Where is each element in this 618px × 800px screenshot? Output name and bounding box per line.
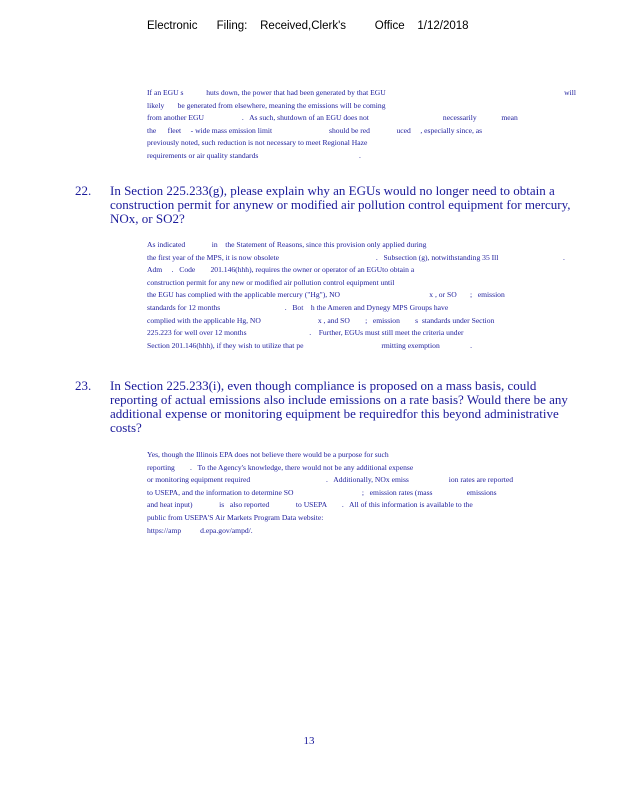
intro-paragraph [147,87,576,163]
text-line: the fleet - wide mass emission limit should be red uced , especially since, as [147,125,483,135]
filing-stamp-header: Electronic Filing: Received,Clerk's Office 1/12/2018 [147,20,469,32]
text-line: Adm . Code 201.146(hhh), requires the owner or operator of an EGUto obtain a [147,265,415,275]
question-number: 23. [75,378,92,393]
text-line: from another EGU . As such, shutdown of an EGU does not necessarily mean [147,113,518,123]
text-line: additional expense or monitoring equipment be requiredfor this beyond administrative [110,406,559,421]
text-line: 225.223 for well over 12 months . Further, EGUs must still meet the criteria under [147,328,464,338]
text-line: NOx, or SO2? [110,211,185,226]
question-text [110,184,588,226]
text-line: requirements or air quality standards . [147,150,361,160]
answer-22 [147,239,565,352]
text-line: public from USEPA'S Air Markets Program Data website: [147,512,324,522]
answer-23 [147,449,537,537]
text-line: or monitoring equipment required . Additionally, NOx emiss ion rates are reported [147,475,514,485]
text-line: construction permit for any new or modified air pollution control equipment until [147,277,395,287]
text-line: reporting . To the Agency's knowledge, there would not be any additional expense [147,462,414,472]
text-line: Yes, though the Illinois EPA does not believe there would be a purpose for such [147,450,389,459]
text-line: Section 201.146(hhh), if they wish to utilize that pe rmitting exemption . [147,340,473,350]
text-line: https://amp d.epa.gov/ampd/. [147,525,253,535]
page-number: 13 [303,735,315,747]
text-line: the EGU has complied with the applicable mercury ("Hg"), NO x , or SO ; emission [147,290,505,300]
text-line: As indicated in the Statement of Reasons, since this provision only applied during [147,240,427,249]
text-line: complied with the applicable Hg, NO x , and SO ; emission s standards under Section [147,315,495,325]
text-line: standards for 12 months . Bot h the Ameren and Dynegy MPS Groups have [147,302,449,312]
question-text [110,379,588,435]
text-line: previously noted, such reduction is not necessary to meet Regional Haze [147,138,368,148]
text-line: likely be generated from elsewhere, meaning the emissions will be coming [147,100,386,110]
text-line: to USEPA, and the information to determine SO ; emission rates (mass emissions [147,487,497,497]
text-line: and heat input) is also reported to USEPA . All of this information is available to the [147,500,473,510]
text-line: reporting of actual emissions also include emissions on a rate basis? Would there be any [110,392,568,407]
text-line: In Section 225.233(g), please explain why an EGUs would no longer need to obtain a [110,183,555,198]
text-line: construction permit for anynew or modified air pollution control equipment for mercury, [110,197,571,212]
question-number: 22. [75,183,92,198]
text-line: If an EGU s huts down, the power that had been generated by that EGU will [147,88,576,97]
text-line: In Section 225.233(i), even though compliance is proposed on a mass basis, could [110,378,537,393]
text-line: costs? [110,420,142,435]
text-line: the first year of the MPS, it is now obsolete . Subsection (g), notwithstanding 35 Ill . [147,252,565,262]
